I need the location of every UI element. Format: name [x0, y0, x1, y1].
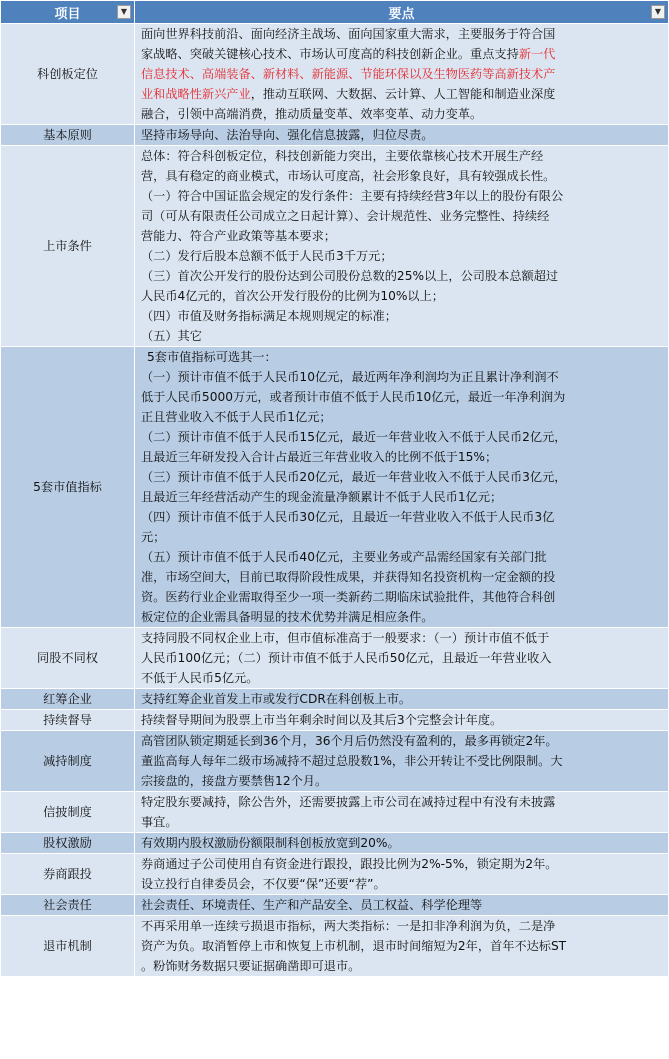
category-label: 券商跟投: [43, 867, 92, 881]
description-line: [141, 186, 664, 206]
table-row: [1, 347, 669, 628]
category-cell[interactable]: [1, 710, 135, 731]
description-text: 营，具有稳定的商业模式，市场认可度高，社会形象良好，具有较强成长性。: [141, 169, 556, 183]
description-line: [141, 792, 664, 812]
description-line: [141, 266, 664, 286]
category-cell[interactable]: [1, 895, 135, 916]
table-row: [1, 146, 669, 347]
category-cell[interactable]: [1, 792, 135, 833]
description-line: [141, 710, 664, 730]
table-row: [1, 731, 669, 792]
description-line: [141, 527, 664, 547]
description-text: （二）发行后股本总额不低于人民币3千万元；: [141, 249, 393, 263]
description-line: [141, 326, 664, 346]
description-line: [141, 84, 664, 104]
table-row: [1, 833, 669, 854]
category-label: 科创板定位: [37, 67, 98, 81]
description-line: [141, 689, 664, 709]
description-line: [141, 628, 664, 648]
description-line: [141, 104, 664, 124]
description-line: [141, 125, 664, 145]
category-label: 股权激励: [43, 836, 92, 850]
description-line: [141, 854, 664, 874]
description-text: 资产为负。取消暂停上市和恢复上市机制，退市时间缩短为2年，首年不达标ST: [141, 939, 567, 953]
description-text: 营能力、符合产业政策等基本要求；: [141, 229, 336, 243]
header-cell-points[interactable]: [135, 1, 669, 24]
description-text: （一）预计市值不低于人民币10亿元，最近两年净利润均为正且累计净利润不: [141, 370, 559, 384]
description-text: （一）符合中国证监会规定的发行条件：主要有持续经营3年以上的股份有限公: [141, 189, 564, 203]
description-cell[interactable]: [135, 854, 669, 895]
description-line: [141, 64, 664, 84]
description-line: [141, 226, 664, 246]
category-cell[interactable]: [1, 347, 135, 628]
description-line: [141, 812, 664, 832]
category-label: 5套市值指标: [33, 480, 102, 494]
description-text: 人民币100亿元；（二）预计市值不低于人民币50亿元，且最近一年营业收入: [141, 651, 552, 665]
description-text: 融合，引领中高端消费，推动质量变革、效率变革、动力变革。: [141, 107, 483, 121]
category-label: 社会责任: [43, 898, 92, 912]
description-line: [141, 367, 664, 387]
header-label-points: 要点: [388, 6, 415, 22]
description-line: [141, 874, 664, 894]
category-cell[interactable]: [1, 24, 135, 125]
description-text: 且最近三年研发投入合计占最近三年营业收入的比例不低于15%；: [141, 450, 498, 464]
description-line: [141, 387, 664, 407]
description-text: 持续督导期间为股票上市当年剩余时间以及其后3个完整会计年度。: [141, 713, 503, 727]
description-text: 正且营业收入不低于人民币1亿元；: [141, 410, 332, 424]
description-text: 支持同股不同权企业上市，但市值标准高于一般要求：（一）预计市值不低于: [141, 631, 550, 645]
description-line: [141, 833, 664, 853]
description-cell[interactable]: [135, 792, 669, 833]
description-text: （四）市值及财务指标满足本规则规定的标准；: [141, 309, 397, 323]
description-line: [141, 547, 664, 567]
description-text: （二）预计市值不低于人民币15亿元，最近一年营业收入不低于人民币2亿元，: [141, 430, 567, 444]
description-text: 社会责任、环境责任、生产和产品安全、员工权益、科学伦理等: [141, 898, 483, 912]
header-cell-item[interactable]: [1, 1, 135, 24]
description-cell[interactable]: [135, 146, 669, 347]
description-text: ，推动互联网、大数据、云计算、人工智能和制造业深度: [250, 87, 556, 101]
description-text: 不再采用单一连续亏损退市指标，两大类指标：一是扣非净利润为负，二是净: [141, 919, 556, 933]
table-row: [1, 916, 669, 977]
description-text: 不低于人民币5亿元。: [141, 671, 259, 685]
filter-dropdown-icon[interactable]: ▼: [651, 5, 665, 19]
category-label: 基本原则: [43, 128, 92, 142]
highlighted-text: 业和战略性新兴产业: [141, 87, 251, 101]
highlighted-text: 新一代: [518, 47, 556, 61]
description-text: 有效期内股权激励份额限制科创板放宽到20%。: [141, 836, 400, 850]
description-text: 面向世界科技前沿、面向经济主战场、面向国家重大需求，主要服务于符合国: [141, 27, 556, 41]
description-line: [141, 306, 664, 326]
description-line: [141, 467, 664, 487]
description-line: [141, 895, 664, 915]
description-cell[interactable]: [135, 24, 669, 125]
description-line: [141, 487, 664, 507]
description-line: [141, 648, 664, 668]
table-row: [1, 792, 669, 833]
category-cell[interactable]: [1, 689, 135, 710]
description-text: （三）首次公开发行的股份达到公司股份总数的25%以上，公司股本总额超过: [141, 269, 559, 283]
category-cell[interactable]: [1, 854, 135, 895]
description-text: 支持红筹企业首发上市或发行CDR在科创板上市。: [141, 692, 412, 706]
category-label: 同股不同权: [37, 651, 98, 665]
category-label: 退市机制: [43, 939, 92, 953]
category-label: 减持制度: [43, 754, 92, 768]
description-line: [141, 956, 664, 976]
description-text: 坚持市场导向、法治导向、强化信息披露，归位尽责。: [141, 128, 434, 142]
description-line: [141, 607, 664, 627]
description-line: [141, 347, 664, 367]
description-cell[interactable]: [135, 347, 669, 628]
description-cell[interactable]: [135, 710, 669, 731]
description-line: [141, 936, 664, 956]
description-cell[interactable]: [135, 731, 669, 792]
description-line: [141, 567, 664, 587]
description-text: 低于人民币5000万元，或者预计市值不低于人民币10亿元，最近一年净利润为: [141, 390, 566, 404]
category-label: 持续督导: [43, 713, 92, 727]
description-line: [141, 916, 664, 936]
table-row: [1, 854, 669, 895]
description-text: （三）预计市值不低于人民币20亿元，最近一年营业收入不低于人民币3亿元，: [141, 470, 567, 484]
description-text: 5套市值指标可选其一：: [147, 350, 277, 364]
description-cell[interactable]: [135, 689, 669, 710]
description-text: 资。医药行业企业需取得至少一项一类新药二期临床试验批件，其他符合科创: [141, 590, 556, 604]
description-text: 宗接盘的，接盘方要禁售12个月。: [141, 774, 328, 788]
description-text: 。粉饰财务数据只要证据确凿即可退市。: [141, 959, 361, 973]
description-line: [141, 751, 664, 771]
table-row: [1, 125, 669, 146]
table-row: [1, 710, 669, 731]
description-text: （五）预计市值不低于人民币40亿元，主要业务或产品需经国家有关部门批: [141, 550, 547, 564]
header-label-item: 项目: [54, 6, 81, 22]
filter-dropdown-icon[interactable]: ▼: [117, 5, 131, 19]
description-text: 董监高每人每年二级市场减持不超过总股数1%，非公开转让不受比例限制。大: [141, 754, 563, 768]
description-line: [141, 246, 664, 266]
description-cell[interactable]: [135, 833, 669, 854]
category-cell[interactable]: [1, 916, 135, 977]
description-text: 券商通过子公司使用自有资金进行跟投，跟投比例为2%-5%，锁定期为2年。: [141, 857, 558, 871]
table-row: [1, 895, 669, 916]
description-line: [141, 447, 664, 467]
description-line: [141, 44, 664, 64]
description-line: [141, 731, 664, 751]
description-text: 准，市场空间大，目前已取得阶段性成果，并获得知名投资机构一定金额的投: [141, 570, 556, 584]
category-label: 红筹企业: [43, 692, 92, 706]
description-cell[interactable]: [135, 125, 669, 146]
description-text: 总体：符合科创板定位，科技创新能力突出，主要依靠核心技术开展生产经: [141, 149, 544, 163]
description-text: 元；: [141, 530, 166, 544]
highlighted-text: 信息技术、高端装备、新材料、新能源、节能环保以及生物医药等高新技术产: [141, 67, 556, 81]
category-cell[interactable]: [1, 731, 135, 792]
description-line: [141, 146, 664, 166]
description-cell[interactable]: [135, 916, 669, 977]
description-text: 且最近三年经营活动产生的现金流量净额累计不低于人民币1亿元；: [141, 490, 503, 504]
description-text: 板定位的企业需具备明显的技术优势并满足相应条件。: [141, 610, 434, 624]
table-row: [1, 628, 669, 689]
category-label: 上市条件: [43, 239, 92, 253]
description-line: [141, 286, 664, 306]
table-header-row: [1, 1, 669, 24]
table-row: [1, 689, 669, 710]
description-text: 人民币4亿元的，首次公开发行股份的比例为10%以上；: [141, 289, 444, 303]
description-line: [141, 24, 664, 44]
description-line: [141, 206, 664, 226]
description-line: [141, 587, 664, 607]
category-cell[interactable]: [1, 833, 135, 854]
category-cell[interactable]: [1, 628, 135, 689]
description-text: 设立投行自律委员会，不仅要“保”还要“荐”。: [141, 877, 386, 891]
category-label: 信披制度: [43, 805, 92, 819]
description-text: 特定股东要减持，除公告外，还需要披露上市公司在减持过程中有没有未披露: [141, 795, 556, 809]
category-cell[interactable]: [1, 125, 135, 146]
description-cell[interactable]: [135, 895, 669, 916]
description-line: [141, 407, 664, 427]
description-text: 高管团队锁定期延长到36个月，36个月后仍然没有盈利的，最多再锁定2年。: [141, 734, 558, 748]
description-text: 家战略、突破关键核心技术、市场认可度高的科技创新企业。重点支持: [141, 47, 519, 61]
description-cell[interactable]: [135, 628, 669, 689]
description-line: [141, 668, 664, 688]
description-text: （五）其它: [141, 329, 202, 343]
description-line: [141, 166, 664, 186]
category-cell[interactable]: [1, 146, 135, 347]
description-text: 司（可从有限责任公司成立之日起计算）、会计规范性、业务完整性、持续经: [141, 209, 550, 223]
description-line: [141, 427, 664, 447]
description-text: （四）预计市值不低于人民币30亿元，且最近一年营业收入不低于人民币3亿: [141, 510, 555, 524]
description-line: [141, 771, 664, 791]
description-text: 事宜。: [141, 815, 178, 829]
description-line: [141, 507, 664, 527]
table-body: [1, 24, 669, 977]
table-row: [1, 24, 669, 125]
